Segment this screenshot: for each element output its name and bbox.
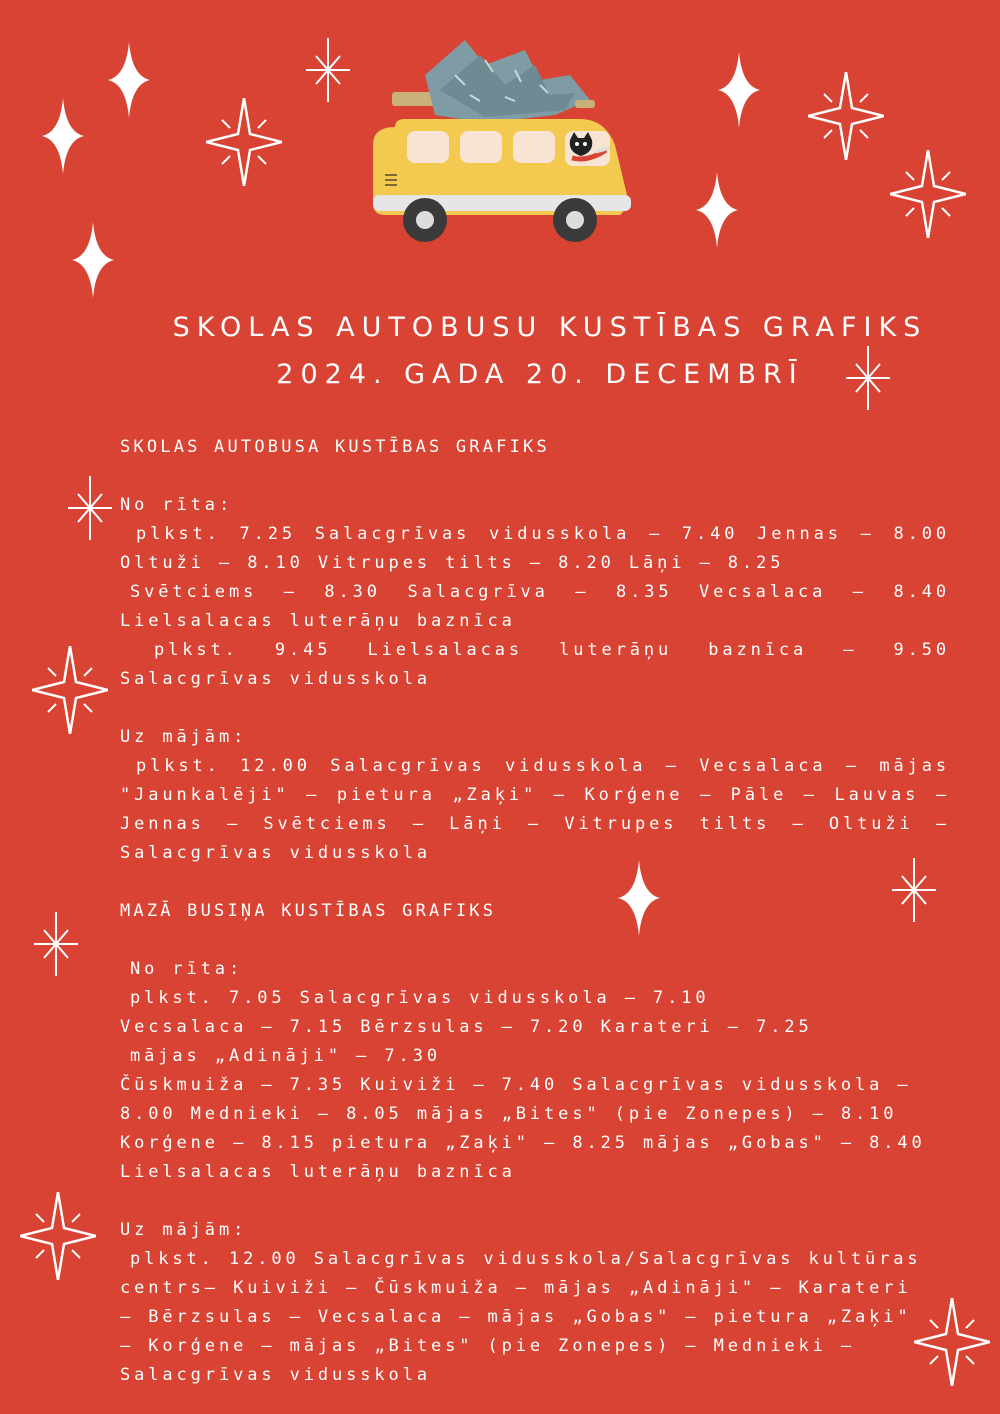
schedule-line: plkst. 7.05 Salacgrīvas vidusskola – 7.10 xyxy=(130,988,710,1008)
schedule-line: – Korģene – mājas „Bites" (pie Zonepes) – Mednieki – xyxy=(120,1336,856,1356)
schedule-line: Salacgrīvas vidusskola xyxy=(120,1365,431,1385)
snowflake-star-icon xyxy=(68,476,112,540)
sparkle-star-icon xyxy=(718,52,760,128)
schedule-line: – Bērzsulas – Vecsalaca – mājas „Gobas" – pietura „Zaķi" xyxy=(120,1307,912,1327)
schedule-line: plkst. 9.45 Lielsalacas luterāņu baznīca – 9.50 xyxy=(154,640,950,660)
outline-star-icon xyxy=(808,72,884,160)
sparkle-star-icon xyxy=(696,172,738,248)
schedule-line: mājas „Adināji" – 7.30 xyxy=(130,1046,441,1066)
schedule-line: plkst. 7.25 Salacgrīvas vidusskola – 7.40 Jennas – 8.00 xyxy=(136,524,950,544)
schedule-line: Lielsalacas luterāņu baznīca xyxy=(120,1162,516,1182)
morning-label: No rīta: xyxy=(120,495,234,515)
schedule-line: centrs– Kuiviži – Čūskmuiža – mājas „Adināji" – Karateri xyxy=(120,1278,912,1298)
schedule-line: plkst. 12.00 Salacgrīvas vidusskola/Salacgrīvas kultūras xyxy=(130,1249,922,1269)
morning-label: No rīta: xyxy=(130,959,244,979)
cat-icon xyxy=(566,132,616,168)
sparkle-star-icon xyxy=(42,98,84,174)
page-subtitle-date: 2024. GADA 20. DECEMBRĪ xyxy=(276,359,804,390)
snowflake-star-icon xyxy=(34,912,78,976)
home-label: Uz mājām: xyxy=(120,727,248,747)
schedule-content xyxy=(120,433,950,1390)
schedule-line: plkst. 12.00 Salacgrīvas vidusskola – Vecsalaca – mājas xyxy=(136,756,950,776)
snowflake-star-icon xyxy=(306,38,350,102)
sparkle-star-icon xyxy=(72,222,114,298)
schedule-line: Vecsalaca – 7.15 Bērzsulas – 7.20 Karateri – 7.25 xyxy=(120,1017,813,1037)
schedule-line: "Jaunkalēji" – pietura „Zaķi" – Korģene – Pāle – Lauvas – xyxy=(120,785,950,805)
schedule-line: Svētciems – 8.30 Salacgrīva – 8.35 Vecsalaca – 8.40 xyxy=(130,582,950,602)
home-label: Uz mājām: xyxy=(120,1220,248,1240)
schedule-line: Jennas – Svētciems – Lāņi – Vitrupes tilts – Oltuži – xyxy=(120,814,950,834)
schedule-line: Lielsalacas luterāņu baznīca xyxy=(120,611,516,631)
schedule-line: Salacgrīvas vidusskola xyxy=(120,843,431,863)
outline-star-icon xyxy=(890,150,966,238)
sparkle-star-icon xyxy=(108,42,150,118)
schedule-line: Korģene – 8.15 pietura „Zaķi" – 8.25 mājas „Gobas" – 8.40 xyxy=(120,1133,926,1153)
section-heading-school-bus: SKOLAS AUTOBUSA KUSTĪBAS GRAFIKS xyxy=(120,437,550,457)
outline-star-icon xyxy=(32,646,108,734)
schedule-line: 8.00 Mednieki – 8.05 mājas „Bites" (pie Zonepes) – 8.10 xyxy=(120,1104,898,1124)
schedule-line: Čūskmuiža – 7.35 Kuiviži – 7.40 Salacgrīvas vidusskola – xyxy=(120,1075,912,1095)
section-heading-minibus: MAZĀ BUSIŅA KUSTĪBAS GRAFIKS xyxy=(120,901,497,921)
outline-star-icon xyxy=(206,98,282,186)
outline-star-icon xyxy=(20,1192,96,1280)
schedule-line: Salacgrīvas vidusskola xyxy=(120,669,431,689)
schedule-line: Oltuži – 8.10 Vitrupes tilts – 8.20 Lāņi – 8.25 xyxy=(120,553,785,573)
page-title: SKOLAS AUTOBUSU KUSTĪBAS GRAFIKS xyxy=(172,312,928,343)
